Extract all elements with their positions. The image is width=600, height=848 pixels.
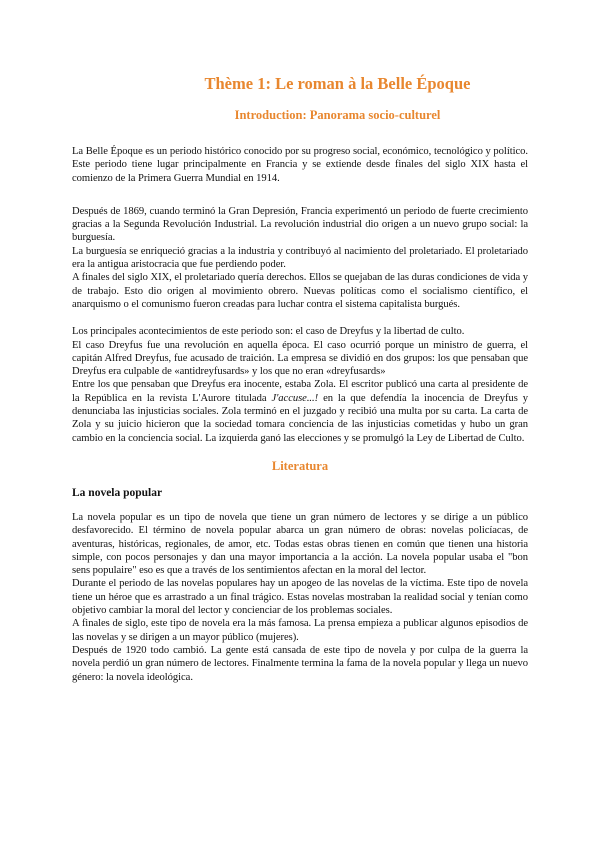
jaccuse-title: J'accuse...! [271, 392, 319, 404]
paragraph-dreyfus: El caso Dreyfus fue una revolución en aquella época. El caso ocurrió porque un ministro de guerra, el capitán Alfred Dreyfus, fue acusado de traición. La empresa se dividió en dos grupos: los que pensaban que Dreyfus era culpable de «antidreyfusards» y los que no eran «dreyfusards» [72, 339, 528, 378]
paragraph-zola [72, 378, 528, 444]
document-title: Thème 1: Le roman à la Belle Époque [204, 74, 471, 93]
paragraph-end-of-century: A finales de siglo, este tipo de novela era la más famosa. La prensa empieza a publicar algunos episodios de las novelas y se dirigen a un mayor público (mujeres). [72, 618, 528, 643]
introduction-subtitle: Introduction: Panorama socio-culturel [234, 108, 441, 122]
popular-novel-heading: La novela popular [72, 486, 163, 499]
paragraph-bourgeoisie: La burguesía se enriqueció gracias a la industria y contribuyó al nacimiento del proletariado. El proletariado era la antigua aristocracia que fue perdiendo poder. [72, 245, 528, 271]
paragraph-after-1920: Después de 1920 todo cambió. La gente está cansada de este tipo de novela y por culpa de la guerra la novela perdió un gran número de lectores. Finalmente termina la fama de la novela popular y llega un nuevo género: la novela ideológica. [72, 644, 528, 683]
literature-heading: Literatura [271, 458, 329, 473]
zola-text-end: en la que defendía la inocencia de Dreyfus y denunciaba las injusticias sociales. Zola terminó en el juzgado y recibió una multa por su carta. La carta de Zola y su juicio hicieron que la sociedad tomara conciencia de las injusticias cometidas y hubo un gran cambio en la conciencia social. La izquierda ganó las elecciones y se promulgó la Ley de Libertad de Culto. [72, 392, 528, 444]
paragraph-victim-novels: Durante el periodo de las novelas populares hay un apogeo de las novelas de la víctima. Este tipo de novela tiene un héroe que es arrastrado a un final trágico. Estas novelas mostraban la realidad social y tenían como objetivo cambiar la moral del lector y concienciar de los problemas sociales. [72, 578, 528, 617]
paragraph-proletariat: A finales del siglo XIX, el proletariado quería derechos. Ellos se quejaban de las duras condiciones de vida y de trabajo. Esto dio origen al movimiento obrero. Nuevas políticas como el socialismo científico, el anarquismo o el comunismo fueron creadas para luchar contra el sistema capitalista burgués. [72, 272, 528, 310]
paragraph-events: Los principales acontecimientos de este periodo son: el caso de Dreyfus y la libertad de culto. [72, 326, 465, 338]
paragraph-novel-definition: La novela popular es un tipo de novela que tiene un gran número de lectores y se dirige a un público desfavorecido. El término de novela popular abarca un gran número de obras: novelas policíacas, de aventuras, históricas, regionales, de amor, etc. Todas estas obras tienen en común que tienen una historia simple, con pocos personajes y dan una mayor importancia a la acción. La novela popular usaba el "bon sens populaire" eso es que a través de los sentimientos afectan en la moral del lector. [72, 511, 528, 577]
zola-text-start: Entre los que pensaban que Dreyfus era inocente, estaba Zola. El escritor publicó una carta al presidente de la República en la revista L'Aurore titulada [72, 379, 528, 404]
intro-paragraph: La Belle Époque es un periodo histórico conocido por su progreso social, económico, tecnológico y político. Este periodo tiene lugar principalmente en Francia y se extiende desde finales del siglo XIX hasta el comienzo de la Primera Guerra Mundial en 1914. [72, 146, 528, 184]
paragraph-depression: Después de 1869, cuando terminó la Gran Depresión, Francia experimentó un periodo de fuerte crecimiento gracias a la Segunda Revolución Industrial. La revolución industrial dio origen a un nuevo grupo social: la burguesía. [72, 205, 528, 244]
